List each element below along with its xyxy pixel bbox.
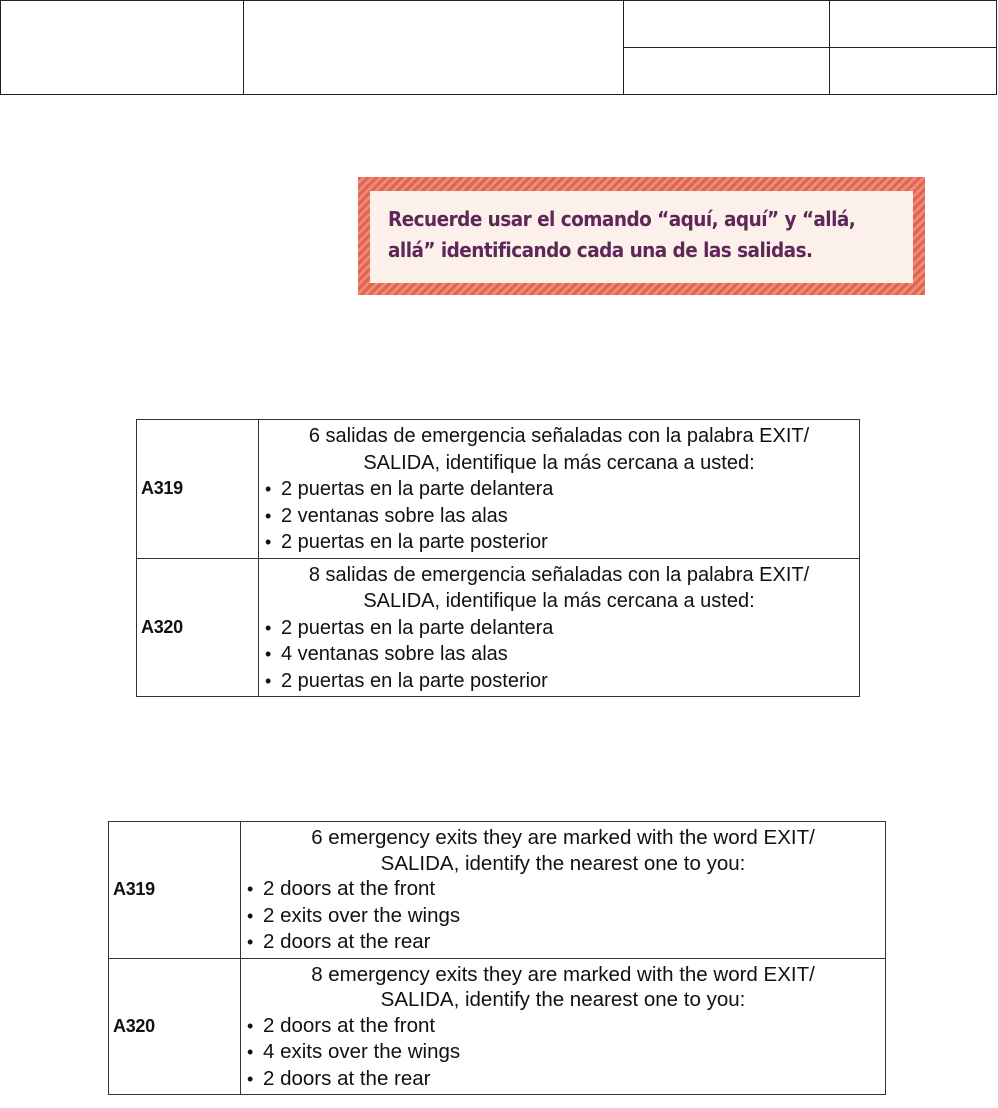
exit-description <box>241 822 886 959</box>
reminder-line: allá” identificando cada una de las salidas. <box>388 238 813 262</box>
exit-description <box>259 420 860 559</box>
list-item: • 2 exits over the wings <box>247 903 885 930</box>
exit-list <box>259 615 859 695</box>
exit-intro: 6 salidas de emergencia señaladas con la palabra EXIT/ <box>308 425 810 447</box>
list-item: • 2 doors at the rear <box>247 1066 885 1093</box>
header-divider <box>243 1 244 94</box>
header-divider <box>623 47 996 48</box>
exit-list <box>241 876 885 956</box>
list-item: • 4 exits over the wings <box>247 1039 885 1066</box>
exit-intro: SALIDA, identify the nearest one to you: <box>380 851 746 875</box>
header-grid <box>0 0 997 95</box>
reminder-text <box>388 204 928 266</box>
list-item: • 2 doors at the front <box>247 876 885 903</box>
exit-description <box>241 958 886 1095</box>
exit-intro: SALIDA, identify the nearest one to you: <box>380 988 746 1011</box>
list-item: • 4 ventanas sobre las alas <box>265 641 859 668</box>
list-item: • 2 doors at the rear <box>247 929 885 956</box>
aircraft-model: A320 <box>137 558 259 697</box>
table-row <box>137 420 860 559</box>
list-item: • 2 puertas en la parte posterior <box>265 668 859 695</box>
aircraft-model: A319 <box>109 822 241 959</box>
table-row <box>109 958 886 1095</box>
aircraft-model: A319 <box>137 420 259 559</box>
table-row <box>137 558 860 697</box>
exit-intro: 8 salidas de emergencia señaladas con la palabra EXIT/ <box>308 563 810 586</box>
list-item: • 2 puertas en la parte delantera <box>265 615 859 642</box>
exit-intro: SALIDA, identifique la más cercana a usted: <box>363 590 755 612</box>
list-item: • 2 doors at the front <box>247 1013 885 1040</box>
exit-intro: 8 emergency exits they are marked with the word EXIT/ <box>311 962 815 986</box>
reminder-callout <box>358 177 925 295</box>
table-row <box>109 822 886 959</box>
exit-list <box>241 1013 885 1093</box>
exit-intro: 6 emergency exits they are marked with the word EXIT/ <box>311 826 815 849</box>
exit-description <box>259 558 860 697</box>
reminder-callout-inner <box>370 191 913 283</box>
list-item: • 2 puertas en la parte delantera <box>265 476 859 503</box>
exit-intro: SALIDA, identifique la más cercana a usted: <box>363 451 755 474</box>
exits-table-english <box>108 821 886 1095</box>
exit-list <box>259 476 859 556</box>
list-item: • 2 ventanas sobre las alas <box>265 503 859 530</box>
aircraft-model: A320 <box>109 958 241 1095</box>
list-item: • 2 puertas en la parte posterior <box>265 529 859 556</box>
reminder-line: Recuerde usar el comando “aquí, aquí” y “allá, <box>388 207 856 231</box>
exits-table-spanish <box>136 419 860 697</box>
